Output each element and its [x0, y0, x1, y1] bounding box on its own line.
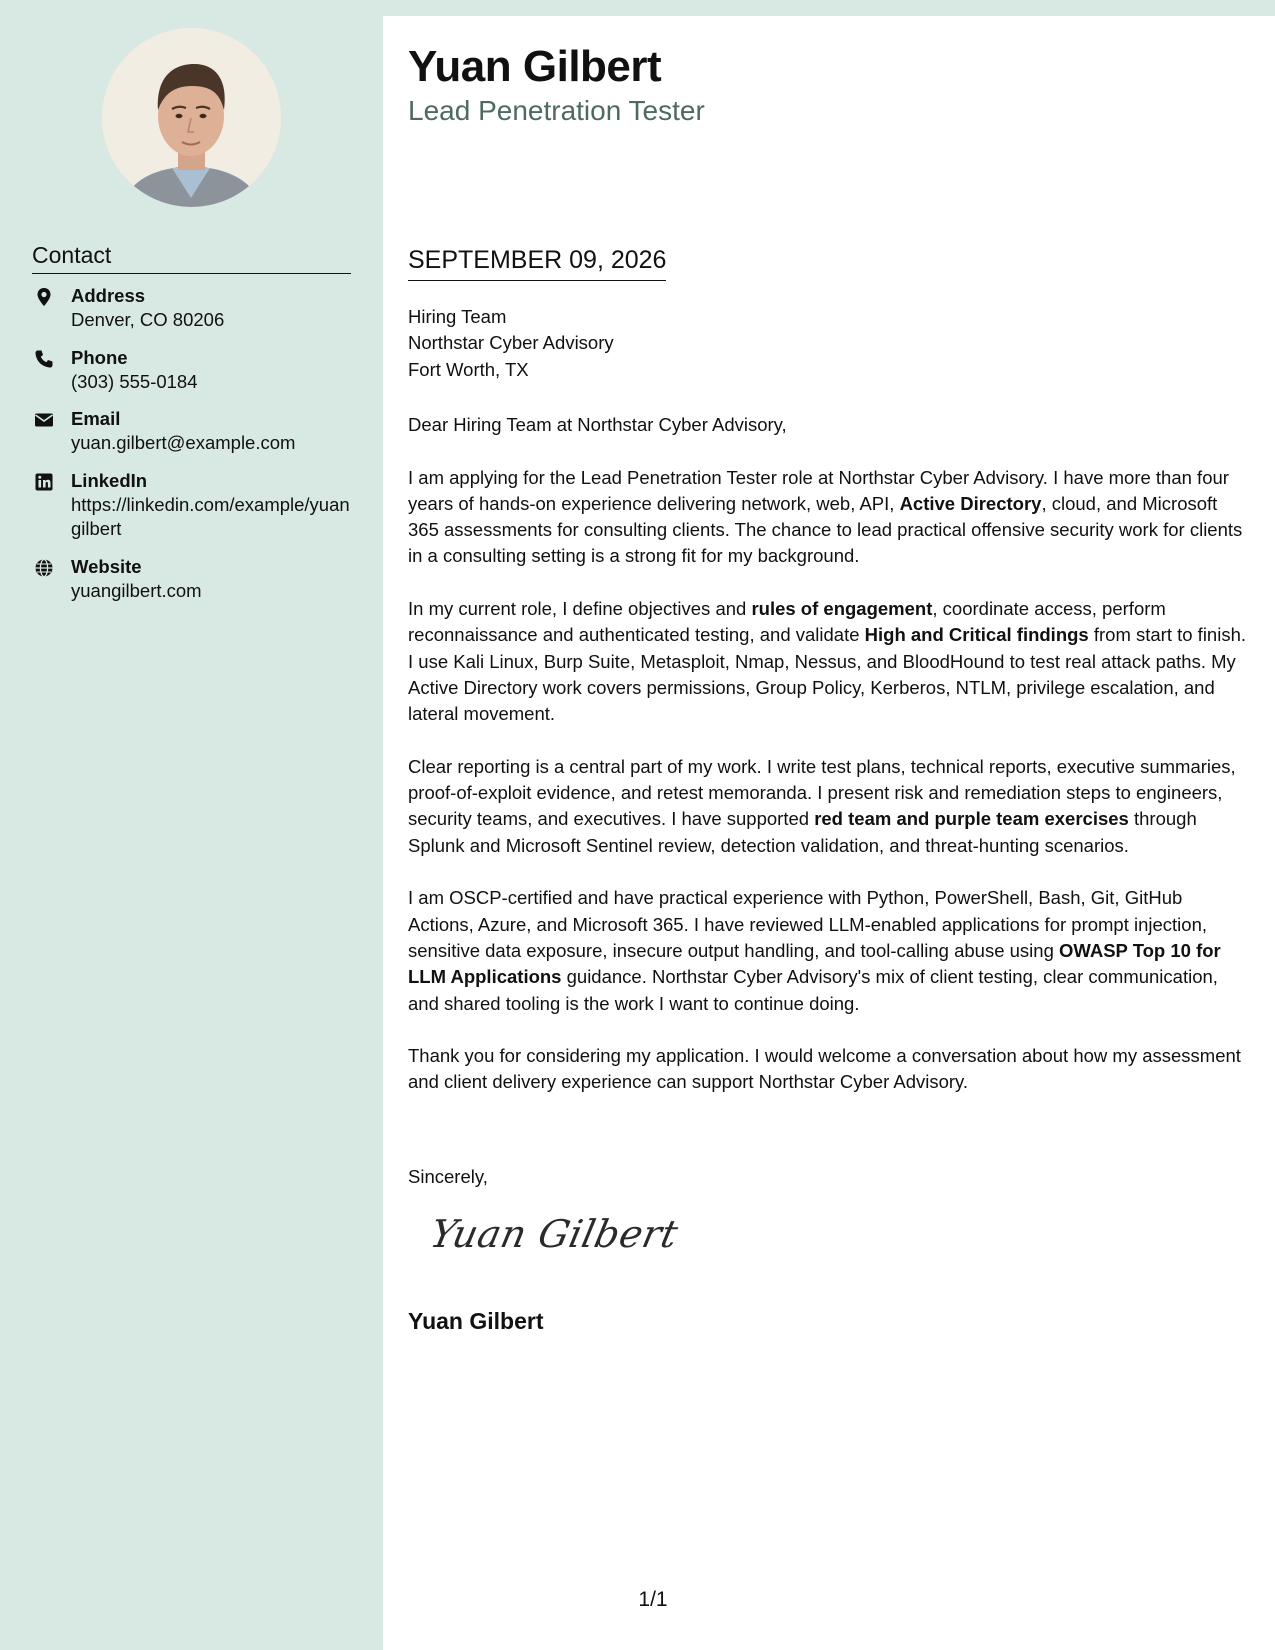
phone-icon	[34, 349, 54, 369]
emphasis-text: High and Critical findings	[864, 624, 1089, 646]
phone-value: (303) 555-0184	[71, 370, 198, 392]
signed-name: Yuan Gilbert	[408, 1308, 544, 1334]
contact-list	[32, 284, 352, 616]
recipient-company: Northstar Cyber Advisory	[408, 332, 614, 354]
paragraph-text: Thank you for considering my application. I would welcome a conversation about how my assessment and client delivery experience can support Northstar Cyber Advisory.	[408, 1045, 1241, 1093]
body-paragraph	[408, 1043, 1248, 1096]
address-label: Address	[71, 285, 146, 306]
avatar	[102, 28, 281, 207]
paragraph-text: In my current role, I define objectives and	[408, 598, 752, 620]
recipient-location: Fort Worth, TX	[408, 358, 529, 380]
letter-date: SEPTEMBER 09, 2026	[408, 244, 666, 281]
body-paragraph	[408, 465, 1248, 570]
letter-page	[383, 16, 1275, 1650]
body-paragraph	[408, 885, 1248, 1016]
paragraph-text: from start to finish. I use Kali Linux, Burp Suite, Metasploit, Nmap, Nessus, and BloodHound to test real attack paths. My Active Directory work covers permissions, Group Policy, Kerberos, NTLM, privilege escalation, and lateral movement.	[408, 624, 1247, 725]
linkedin-value[interactable]: https://linkedin.com/example/yuangilbert	[71, 493, 350, 539]
emphasis-text: red team and purple team exercises	[814, 808, 1129, 830]
location-pin-icon	[34, 287, 54, 307]
globe-icon	[34, 558, 54, 578]
signature: Yuan Gilbert	[426, 1212, 683, 1256]
paragraph-text: I am OSCP-certified and have practical experience with Python, PowerShell, Bash, Git, GitHub Actions, Azure, and Microsoft 365. I have reviewed LLM-enabled applications for prompt injection, sensitive data exposure, insecure output handling, and tool-calling abuse using	[408, 887, 1208, 961]
contact-item-email	[32, 407, 352, 456]
body-paragraph	[408, 754, 1248, 859]
applicant-role: Lead Penetration Tester	[408, 95, 705, 126]
salutation: Dear Hiring Team at Northstar Cyber Advisory,	[408, 414, 787, 435]
body-paragraph	[408, 596, 1248, 727]
linkedin-label: LinkedIn	[71, 469, 148, 491]
envelope-icon	[34, 410, 54, 430]
contact-item-website	[32, 555, 352, 604]
paragraph-text: Clear reporting is a central part of my work. I write test plans, technical reports, executive summaries, proof-of-exploit evidence, and retest memoranda. I present risk and remediation steps to engineers, security teams, and executives. I have supported	[408, 755, 1236, 830]
website-label: Website	[71, 555, 142, 577]
paragraph-text: guidance. Northstar Cyber Advisory's mix of client testing, clear communication, and shared tooling is the work I want to continue doing.	[408, 966, 1218, 1014]
contact-heading: Contact	[32, 240, 351, 274]
emphasis-text: Active Directory	[899, 492, 1042, 514]
address-value: Denver, CO 80206	[71, 309, 225, 330]
recipient-line: Hiring Team	[408, 306, 507, 327]
email-value[interactable]: yuan.gilbert@example.com	[71, 432, 296, 453]
contact-item-phone	[32, 346, 352, 395]
emphasis-text: OWASP Top 10 for LLM Applications	[408, 939, 1221, 988]
linkedin-icon	[34, 472, 54, 492]
page-indicator: 1/1	[638, 1588, 668, 1611]
closing: Sincerely,	[408, 1166, 488, 1187]
paragraph-text: through Splunk and Microsoft Sentinel review, detection validation, and threat-hunting scenarios.	[408, 808, 1197, 856]
contact-item-linkedin	[32, 469, 352, 542]
email-label: Email	[71, 408, 121, 429]
paragraph-text: , coordinate access, perform reconnaissance and authenticated testing, and validate	[408, 598, 1166, 646]
recipient-block	[408, 304, 614, 383]
website-value[interactable]: yuangilbert.com	[71, 579, 202, 601]
paragraph-text: , cloud, and Microsoft 365 assessments for consulting clients. The chance to lead practical offensive security work for clients in a consulting setting is a strong fit for my background.	[408, 492, 1243, 567]
contact-item-address	[32, 284, 352, 333]
applicant-name: Yuan Gilbert	[408, 42, 662, 91]
sidebar	[0, 0, 383, 1650]
paragraph-text: I am applying for the Lead Penetration Tester role at Northstar Cyber Advisory. I have more than four years of hands-on experience delivering network, web, API,	[408, 466, 1229, 514]
emphasis-text: rules of engagement	[751, 598, 933, 620]
letter-body	[408, 412, 1248, 1122]
phone-label: Phone	[71, 346, 128, 368]
